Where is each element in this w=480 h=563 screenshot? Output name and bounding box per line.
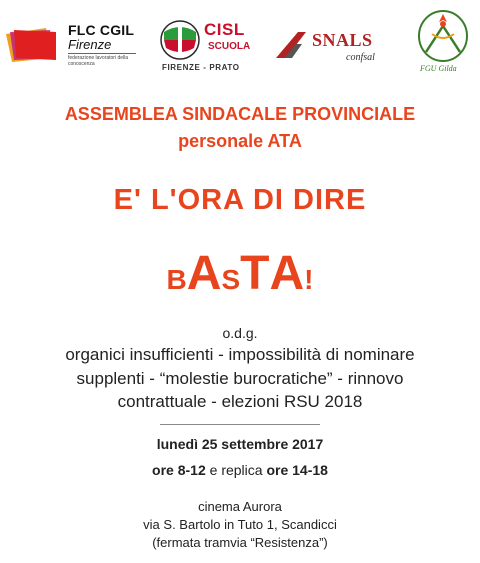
event-date: lunedì 25 settembre 2017 (156, 436, 324, 452)
basta-letter-0: B (166, 264, 187, 295)
cisl-sub: SCUOLA (208, 41, 251, 52)
event-time (0, 462, 480, 478)
event-time-first: ore 8-12 (152, 462, 206, 478)
agenda-line-2: supplenti - “molestie burocratiche” - rinnovo (76, 369, 404, 388)
gilda-name: FGU Gilda (420, 64, 457, 73)
agenda-line-1: organici insufficienti - impossibilità di nominare (65, 345, 415, 364)
flc-name: FLC CGIL (68, 22, 135, 38)
slogan-line: E' L'ORA DI DIRE (113, 184, 367, 216)
flc-city: Firenze (68, 37, 112, 52)
headline-subtitle: personale ATA (178, 131, 302, 151)
event-time-join: e replica (205, 462, 267, 478)
agenda-label: o.d.g. (222, 325, 258, 341)
flc-tagline: federazione lavoratori della conoscenza (68, 55, 129, 67)
basta-letter-3: T (240, 247, 270, 300)
basta-letter-5: ! (304, 264, 314, 295)
basta-letter-1: A (186, 247, 222, 300)
snals-sub: confsal (346, 52, 375, 63)
event-time-second: ore 14-18 (266, 462, 328, 478)
basta-word (0, 247, 480, 300)
basta-letter-2: S (221, 264, 241, 295)
cisl-name: CISL (204, 20, 245, 39)
snals-name: SNALS (312, 30, 373, 50)
agenda-line-3: contrattuale - elezioni RSU 2018 (117, 392, 363, 411)
venue-name: cinema Aurora (198, 499, 282, 514)
cisl-place: FIRENZE - PRATO (162, 63, 240, 72)
headline-title: ASSEMBLEA SINDACALE PROVINCIALE (64, 104, 416, 124)
venue-note: (fermata tramvia “Resistenza”) (152, 535, 328, 550)
basta-letter-4: A (269, 247, 305, 300)
section-divider (160, 424, 320, 425)
venue-address: via S. Bartolo in Tuto 1, Scandicci (143, 517, 337, 532)
